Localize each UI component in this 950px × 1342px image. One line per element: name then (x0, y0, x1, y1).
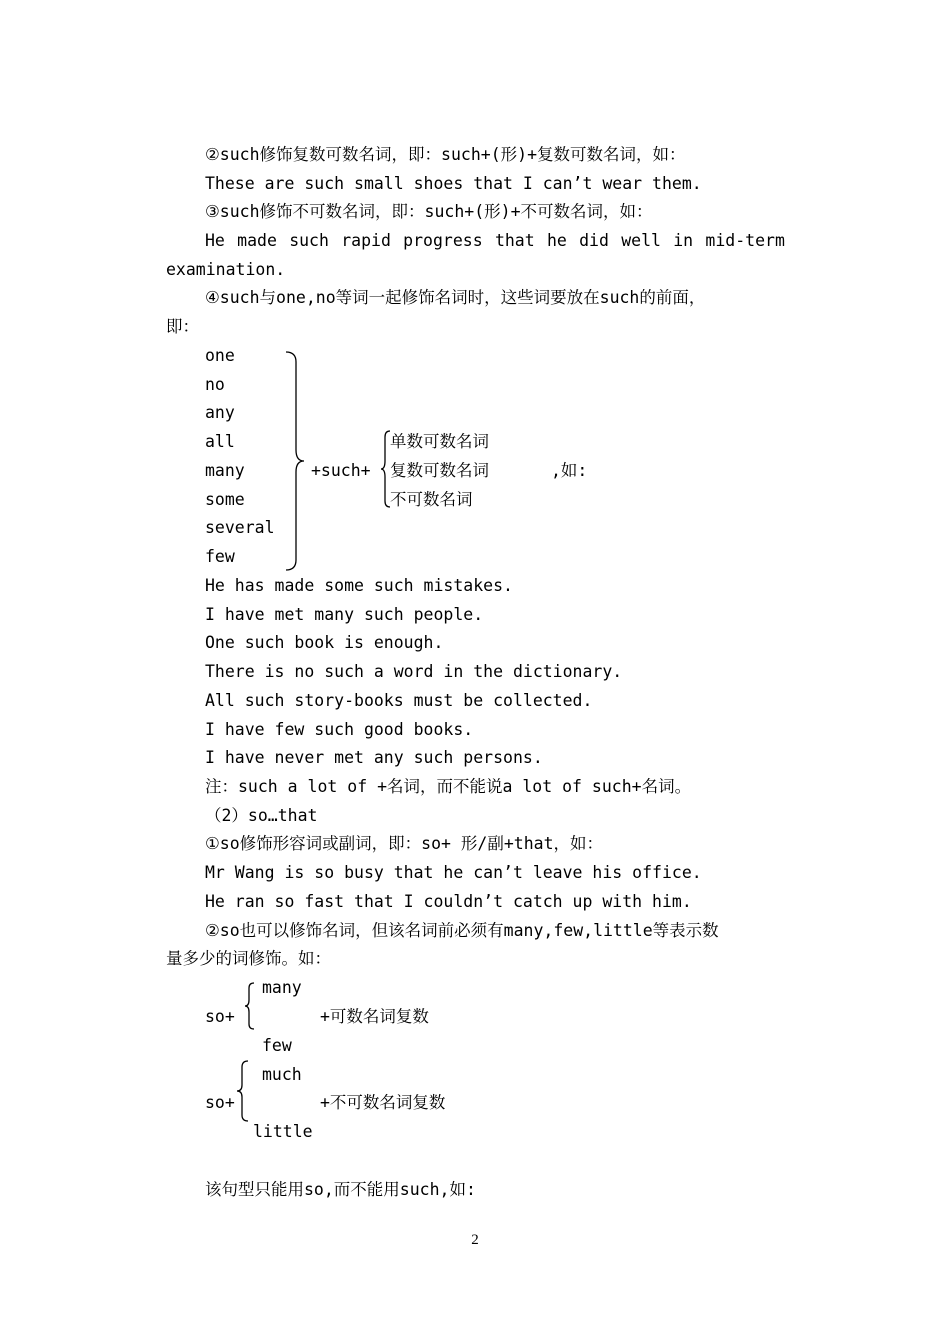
determiner-item: few (205, 547, 235, 566)
word: He (205, 231, 225, 250)
note-line: 注：such a lot of +名词，而不能说a lot of such+名词。 (205, 777, 692, 796)
word: well (621, 231, 661, 250)
example-sentence: Mr Wang is so busy that he can’t leave his office. (205, 863, 702, 882)
right-brace (284, 350, 308, 572)
formula-option: few (262, 1036, 292, 1055)
text-line: 即： (166, 317, 199, 336)
determiner-item: all (205, 432, 235, 451)
formula-result: +可数名词复数 (320, 1007, 429, 1026)
formula-so: so+ (205, 1007, 235, 1026)
determiner-item: one (205, 346, 235, 365)
example-sentence: He has made some such mistakes. (205, 576, 513, 595)
noun-type: 复数可数名词 (390, 461, 489, 480)
word: rapid (341, 231, 391, 250)
formula-option: little (253, 1122, 313, 1141)
word: mid-term (705, 231, 785, 250)
text-line: examination. (166, 260, 286, 279)
example-sentence-justified (205, 231, 785, 251)
text-line: ②so也可以修饰名词，但该名词前必须有many,few,little等表示数 (205, 921, 719, 940)
word: made (237, 231, 277, 250)
word: progress (403, 231, 483, 250)
word: did (579, 231, 609, 250)
such-connector: +such+ (311, 461, 371, 480)
word: such (289, 231, 329, 250)
formula-so: so+ (205, 1093, 235, 1112)
noun-type: 不可数名词 (390, 490, 473, 509)
text-line: ②such修饰复数可数名词，即：such+(形)+复数可数名词，如： (205, 145, 686, 164)
formula-result: +不可数名词复数 (320, 1093, 446, 1112)
text-line: ④such与one,no等词一起修饰名词时，这些词要放在such的前面， (205, 288, 706, 307)
example-sentence: I have met many such people. (205, 605, 484, 624)
example-sentence: I have never met any such persons. (205, 748, 543, 767)
word: he (546, 231, 567, 250)
word: that (494, 231, 535, 250)
determiner-item: many (205, 461, 245, 480)
example-sentence: These are such small shoes that I can’t wear them. (205, 174, 702, 193)
example-sentence: I have few such good books. (205, 720, 474, 739)
noun-type: 单数可数名词 (390, 432, 489, 451)
example-sentence: One such book is enough. (205, 633, 444, 652)
formula-option: much (262, 1065, 302, 1084)
left-brace (236, 1059, 250, 1123)
text-line: 该句型只能用so,而不能用such,如: (205, 1180, 476, 1199)
text-line: 量多少的词修饰。如： (166, 949, 331, 968)
text-line: ③such修饰不可数名词，即：such+(形)+不可数名词，如： (205, 202, 653, 221)
word: in (673, 231, 694, 250)
example-sentence: All such story-books must be collected. (205, 691, 593, 710)
page-number: 2 (471, 1232, 479, 1248)
section-heading: （2）so…that (205, 806, 318, 825)
determiner-item: any (205, 403, 235, 422)
left-brace (244, 981, 256, 1031)
text-line: ①so修饰形容词或副词，即：so+ 形/副+that，如： (205, 834, 603, 853)
determiner-item: several (205, 518, 275, 537)
formula-option: many (262, 978, 302, 997)
determiner-item: some (205, 490, 245, 509)
example-sentence: He ran so fast that I couldn’t catch up with him. (205, 892, 692, 911)
text-line: ,如: (551, 461, 588, 480)
example-sentence: There is no such a word in the dictionary. (205, 662, 623, 681)
determiner-item: no (205, 375, 225, 394)
